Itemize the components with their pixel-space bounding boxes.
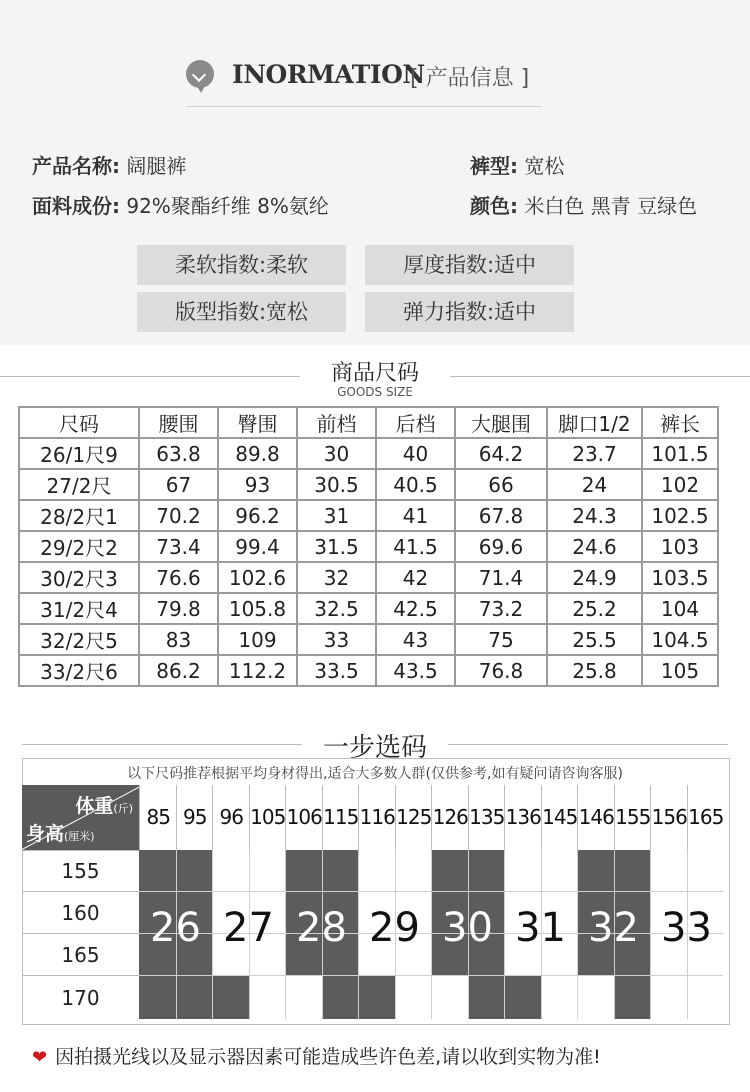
table-row (19, 500, 718, 531)
table-cell: 69.6 (455, 531, 547, 562)
table-cell: 96.2 (218, 500, 297, 531)
table-cell: 24.3 (547, 500, 642, 531)
header-subtitle: [ 产品信息 ] (410, 66, 530, 91)
table-cell: 30/2尺3 (19, 562, 139, 593)
table-cell: 24 (547, 469, 642, 500)
table-cell: 32/2尺5 (19, 624, 139, 655)
table-cell: 30 (297, 438, 376, 469)
size-number: 33 (661, 905, 712, 951)
table-cell: 25.8 (547, 655, 642, 686)
size-section-subtitle: GOODS SIZE (337, 385, 413, 399)
weight-col-header: 116 (358, 785, 396, 850)
size-block (614, 975, 651, 1019)
table-cell: 42.5 (376, 593, 455, 624)
table-cell: 29/2尺2 (19, 531, 139, 562)
weight-col-header: 95 (176, 785, 214, 850)
table-cell: 102.6 (218, 562, 297, 593)
table-row (19, 469, 718, 500)
table-cell: 40.5 (376, 469, 455, 500)
table-cell: 32 (297, 562, 376, 593)
thickness-index: 厚度指数:适中 (365, 245, 574, 285)
size-table-header (19, 407, 718, 438)
table-row (19, 624, 718, 655)
table-cell: 43.5 (376, 655, 455, 686)
table-cell: 71.4 (455, 562, 547, 593)
table-cell: 101.5 (642, 438, 718, 469)
size-guide-note: 以下尺码推荐根据平均身材得出,适合大多数人群(仅供参考,如有疑问请咨询客服) (127, 766, 623, 782)
table-cell: 67 (139, 469, 218, 500)
weight-col-header: 126 (431, 785, 469, 850)
fabric-value: 92%聚酯纤维 8%氨纶 (126, 194, 329, 218)
table-cell: 66 (455, 469, 547, 500)
header-divider (186, 106, 542, 107)
table-header-cell: 尺码 (19, 407, 139, 438)
size-section-title: 商品尺码 (330, 361, 419, 386)
height-row-header: 165 (22, 933, 139, 976)
table-cell: 26/1尺9 (19, 438, 139, 469)
table-cell: 89.8 (218, 438, 297, 469)
table-cell: 73.2 (455, 593, 547, 624)
chevron-down-icon (186, 60, 214, 88)
weight-col-header: 146 (577, 785, 615, 850)
pants-type-label: 裤型: (470, 154, 518, 178)
table-cell: 63.8 (139, 438, 218, 469)
table-cell: 104 (642, 593, 718, 624)
weight-col-header: 85 (139, 785, 177, 850)
table-cell: 33/2尺6 (19, 655, 139, 686)
height-row-header: 170 (22, 975, 139, 1020)
table-cell: 76.6 (139, 562, 218, 593)
table-header-cell: 裤长 (642, 407, 718, 438)
heart-icon: ❤ (32, 1047, 48, 1068)
grid-corner-header (22, 785, 139, 850)
table-cell: 93 (218, 469, 297, 500)
table-cell: 104.5 (642, 624, 718, 655)
weight-unit: (斤) (113, 802, 133, 815)
weight-col-header: 115 (322, 785, 360, 850)
fabric-row (32, 190, 329, 219)
pants-type-row (470, 150, 564, 179)
weight-label: 体重 (75, 795, 114, 817)
table-header-cell: 大腿围 (455, 407, 547, 438)
table-cell: 24.6 (547, 531, 642, 562)
product-name-value: 阔腿裤 (126, 154, 187, 178)
table-cell: 41 (376, 500, 455, 531)
table-cell: 32.5 (297, 593, 376, 624)
table-row (19, 655, 718, 686)
table-cell: 41.5 (376, 531, 455, 562)
size-number: 32 (588, 905, 639, 951)
size-number: 28 (296, 905, 347, 951)
fit-index: 版型指数:宽松 (137, 292, 346, 332)
color-value: 米白色 黑青 豆绿色 (524, 194, 698, 218)
weight-col-header: 156 (650, 785, 688, 850)
weight-col-header: 136 (504, 785, 542, 850)
table-cell: 25.5 (547, 624, 642, 655)
weight-col-header: 106 (285, 785, 323, 850)
table-cell: 105 (642, 655, 718, 686)
table-header-cell: 前档 (297, 407, 376, 438)
height-label: 身高 (26, 823, 65, 845)
table-cell: 99.4 (218, 531, 297, 562)
table-cell: 27/2尺 (19, 469, 139, 500)
table-cell: 31 (297, 500, 376, 531)
table-header-cell: 脚口1/2 (547, 407, 642, 438)
table-cell: 105.8 (218, 593, 297, 624)
table-cell: 79.8 (139, 593, 218, 624)
weight-col-header: 155 (614, 785, 652, 850)
table-cell: 43 (376, 624, 455, 655)
disclaimer-text: 因拍摄光线以及显示器因素可能造成些许色差,请以收到实物为准! (55, 1046, 601, 1068)
pin-tail-icon (197, 86, 205, 93)
table-cell: 109 (218, 624, 297, 655)
size-table (18, 406, 719, 687)
table-header-cell: 腰围 (139, 407, 218, 438)
size-block (322, 975, 359, 1019)
height-row-header: 160 (22, 891, 139, 934)
size-number: 27 (223, 905, 274, 951)
table-cell: 28/2尺1 (19, 500, 139, 531)
product-name-row (32, 150, 186, 179)
table-cell: 83 (139, 624, 218, 655)
table-cell: 42 (376, 562, 455, 593)
table-row (19, 562, 718, 593)
table-cell: 102.5 (642, 500, 718, 531)
table-cell: 103 (642, 531, 718, 562)
table-row (19, 531, 718, 562)
size-number: 30 (442, 905, 493, 951)
color-disclaimer (32, 1042, 601, 1069)
table-cell: 70.2 (139, 500, 218, 531)
table-row (19, 438, 718, 469)
table-header-cell: 臀围 (218, 407, 297, 438)
size-number: 29 (369, 905, 420, 951)
table-cell: 33 (297, 624, 376, 655)
height-row-header: 155 (22, 850, 139, 892)
weight-col-header: 165 (687, 785, 725, 850)
height-header (26, 819, 95, 846)
info-header (0, 58, 750, 98)
size-block (468, 975, 505, 1019)
pants-type-value: 宽松 (524, 154, 565, 178)
height-unit: (厘米) (64, 830, 95, 843)
table-row (19, 593, 718, 624)
table-header-cell: 后档 (376, 407, 455, 438)
table-cell: 67.8 (455, 500, 547, 531)
table-cell: 31/2尺4 (19, 593, 139, 624)
table-cell: 102 (642, 469, 718, 500)
weight-col-header: 96 (212, 785, 250, 850)
size-block (358, 975, 395, 1019)
table-cell: 33.5 (297, 655, 376, 686)
size-block (176, 975, 213, 1019)
table-cell: 40 (376, 438, 455, 469)
elasticity-index: 弹力指数:适中 (365, 292, 574, 332)
weight-header (75, 791, 133, 818)
size-number: 31 (515, 905, 566, 951)
product-name-label: 产品名称: (32, 154, 120, 178)
fabric-label: 面料成份: (32, 194, 120, 218)
table-cell: 76.8 (455, 655, 547, 686)
table-cell: 30.5 (297, 469, 376, 500)
color-row (470, 190, 697, 219)
size-block (212, 975, 249, 1019)
table-cell: 24.9 (547, 562, 642, 593)
table-cell: 73.4 (139, 531, 218, 562)
table-cell: 75 (455, 624, 547, 655)
header-title: INORMATION (232, 60, 425, 89)
table-cell: 112.2 (218, 655, 297, 686)
size-block (139, 975, 176, 1019)
color-label: 颜色: (470, 194, 518, 218)
table-cell: 25.2 (547, 593, 642, 624)
weight-col-header: 125 (395, 785, 433, 850)
softness-index: 柔软指数:柔软 (137, 245, 346, 285)
table-cell: 64.2 (455, 438, 547, 469)
table-cell: 103.5 (642, 562, 718, 593)
step-section-title: 一步选码 (322, 733, 427, 763)
weight-col-header: 105 (249, 785, 287, 850)
table-cell: 23.7 (547, 438, 642, 469)
table-cell: 86.2 (139, 655, 218, 686)
weight-col-header: 145 (541, 785, 579, 850)
table-cell: 31.5 (297, 531, 376, 562)
size-block (504, 975, 541, 1019)
size-number: 26 (150, 905, 201, 951)
weight-col-header: 135 (468, 785, 506, 850)
